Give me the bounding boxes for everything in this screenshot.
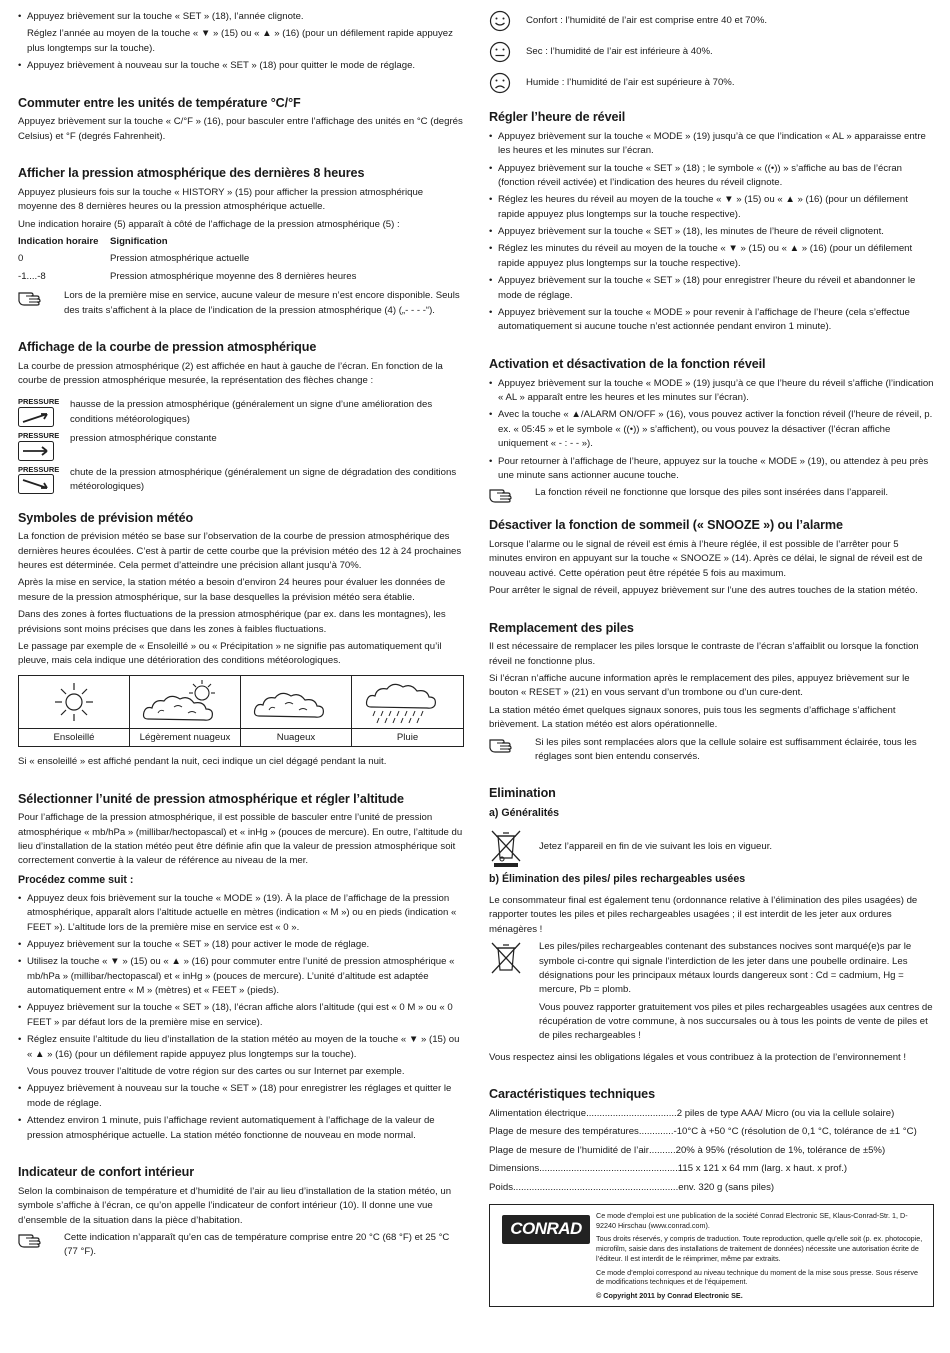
list-item: • Réglez les heures du réveil au moyen de la touche « ▼ » (15) ou « ▲ » (16) (pour un défilement rapide appuyez plus longtemps sur la touche respective).	[489, 193, 934, 222]
crossed-bin-icon	[489, 828, 523, 868]
spec-row	[489, 1125, 934, 1139]
disposal-batteries-text-3: Vous pouvez rapporter gratuitement vos piles et piles rechargeables usagées aux centres de récupération de votre commune, à nos succursales ou à tous les points de vente de piles et de piles rechargeables !	[539, 1001, 933, 1042]
weather-label: Nuageux	[276, 731, 316, 743]
pressure-label: PRESSURE	[18, 397, 60, 407]
list-item: • Pour retourner à l’affichage de l’heure, appuyez sur la touche « MODE » (19), ou attendez à peu près une minute sans actionner aucune touche.	[489, 455, 934, 484]
section-title-comfort: Indicateur de confort intérieur	[18, 1164, 195, 1179]
list-item: • Réglez les minutes du réveil au moyen de la touche « ▼ » (15) ou « ▲ » (16) (pour un défilement rapide appuyez plus longtemps sur la touche respective).	[489, 242, 934, 271]
pointing-hand-icon	[18, 289, 64, 307]
note-batteries	[489, 736, 934, 765]
disposal-sub-a: a) Généralités	[489, 807, 560, 820]
right-column	[489, 10, 934, 1307]
forecast-paragraph: Le passage par exemple de « Ensoleillé » ou « Précipitation » ne signifie pas automatiquement qu’il pleuve, mais cela indique une détérioration des conditions météorologiques.	[18, 640, 442, 667]
forecast-night-text: Si « ensoleillé » est affiché pendant la nuit, ceci indique un ciel dégagé pendant la nuit.	[18, 756, 387, 768]
spec-label: Poids	[489, 1181, 513, 1193]
list-item: • Appuyez brièvement sur la touche « SET » (18), l’année clignote.	[18, 10, 464, 24]
curve-text: La courbe de pression atmosphérique (2) est affichée en haut à gauche de l’écran. En fonction de la courbe de pression atmosphérique mesurée, la représentation des flèches change :	[18, 360, 443, 387]
spec-label: Dimensions	[489, 1163, 540, 1175]
batteries-paragraph: La station météo émet quelques signaux sonores, puis tous les segments d’affichage s’affichent brièvement. La station météo est alors opérationnelle.	[489, 704, 896, 731]
weather-cell-partly-cloudy	[130, 676, 241, 746]
spec-value: env. 320 g (sans piles)	[678, 1181, 775, 1193]
spec-label: Plage de mesure des températures	[489, 1126, 639, 1138]
sun-icon	[52, 680, 96, 724]
spec-dots: ....................................................	[539, 1163, 678, 1175]
batteries-paragraph: Si l’écran n’affiche aucune information après le remplacement des piles, appuyez brièvement sur le bouton « RESET » (21) en vous servant d’un trombone ou d’un cure-dent.	[489, 673, 910, 699]
disposal-batteries-text: Le consommateur final est également tenu (ordonnance relative à l’élimination des piles usagées) de rapporter toutes les piles et piles rechargeables usagées ; il est interdit de les jeter aux ordures ménagères !	[489, 894, 918, 935]
unit-text: Appuyez brièvement sur la touche « C/°F » (16), pour basculer entre l’affichage des unités en °C (degrés Celsius) et °F (degrés Fahrenheit).	[18, 116, 463, 142]
disposal-sub-b: b) Élimination des piles/ piles rechargeables usées	[489, 873, 746, 886]
alarm-time-steps	[489, 130, 934, 335]
list-item: • Appuyez brièvement à nouveau sur la touche « SET » (18) pour enregistrer les réglages et quitter le mode de réglage.	[18, 1082, 464, 1111]
spec-value: 2 piles de type AAA/ Micro (ou via la cellule solaire)	[676, 1107, 895, 1119]
weather-cell-cloudy	[241, 676, 352, 746]
spec-dots: .............	[638, 1126, 674, 1138]
section-title-batteries: Remplacement des piles	[489, 620, 634, 635]
spec-dots: ..................................	[586, 1107, 677, 1119]
list-item: • Appuyez brièvement sur la touche « SET » (18), l’écran affiche alors l’altitude (qui est « 0 M » ou « 0 FEET » par défaut lors de la première mise en service).	[18, 1001, 464, 1030]
pointing-hand-icon	[18, 1231, 64, 1249]
conrad-logo	[496, 1211, 596, 1301]
history-text: Appuyez plusieurs fois sur la touche « HISTORY » (15) pour afficher la pression atmosphérique moyenne des 8 dernières heures ou la pression atmosphérique actuelle.	[18, 186, 424, 213]
spec-row	[489, 1144, 934, 1158]
pointing-hand-icon	[489, 736, 535, 754]
year-steps	[18, 10, 464, 24]
pointing-hand-icon	[489, 486, 535, 504]
altitude-steps-2	[18, 1082, 464, 1143]
list-item: • Appuyez brièvement sur la touche « MODE » pour revenir à l’affichage de l’heure (cela s’effectue automatiquement si aucune touche n’est actionnée pendant environ 1 minute).	[489, 306, 934, 335]
pressure-falling-arrow-icon	[18, 474, 54, 494]
weather-cell-rain	[352, 676, 463, 746]
weather-label: Ensoleillé	[53, 731, 95, 743]
imprint-text: Tous droits réservés, y compris de traduction. Toute reproduction, quelle qu’elle soit (p. ex. photocopie, microfilm, saisie dans des installations de traitement de données) nécessite une autorisation écrite de l’éditeur. Il est interdit de le réimprimer, même par extraits.	[596, 1234, 923, 1263]
spec-value: -10°C à +50 °C (résolution de 0,1 °C, tolérance de ±1 °C)	[673, 1126, 917, 1138]
spec-label: Plage de mesure de l’humidité de l’air	[489, 1144, 649, 1156]
altitude-steps	[18, 892, 464, 1062]
list-item: • Appuyez deux fois brièvement sur la touche « MODE » (19). À la place de l’affichage de la pression atmosphérique, apparaît alors l’altitude actuelle en mètres (indication « M ») ou en pieds (indication « FEET »). L’altitude lors de la première mise en service est « 0 ».	[18, 892, 464, 935]
list-item: • Réglez ensuite l’altitude du lieu d’installation de la station météo au moyen de la touche « ▼ » (15) ou « ▲ » (16) (pour un défilement rapide appuyez plus longtemps sur la touche).	[18, 1033, 464, 1062]
spec-value: 20% à 95% (résolution de 1%, tolérance de ±5%)	[675, 1144, 886, 1156]
imprint-text: Ce mode d’emploi est une publication de la société Conrad Electronic SE, Klaus-Conrad-Str. 1, D-92240 Hirschau (www.conrad.com).	[596, 1210, 908, 1230]
imprint-box	[489, 1204, 934, 1307]
dry-text: Sec : l’humidité de l’air est inférieure à 40%.	[526, 45, 713, 57]
disposal-general	[489, 828, 934, 868]
spec-dots: ..............................................................	[513, 1181, 679, 1193]
spec-row	[489, 1107, 934, 1121]
section-title-forecast: Symboles de prévision météo	[18, 510, 194, 525]
table-header: Signification	[110, 235, 168, 247]
forecast-paragraph: Après la mise en service, la station météo a besoin d’environ 24 heures pour évaluer les données de mesure de la pression atmosphérique, sur la base desquelles la prévision météo sera établie.	[18, 577, 446, 603]
pressure-falling-row	[18, 466, 464, 495]
procedure-heading: Procédez comme suit :	[18, 873, 134, 886]
pressure-label: PRESSURE	[18, 431, 60, 441]
list-item: • Appuyez brièvement sur la touche « SET » (18) pour activer le mode de réglage.	[18, 938, 464, 952]
happy-face-icon	[489, 10, 511, 32]
note-text: Cette indication n’apparaît qu’en cas de température comprise entre 20 °C (68 °F) et 25 °C (77 °F).	[64, 1231, 450, 1258]
section-title-unit: Commuter entre les unités de température °C/°F	[18, 95, 301, 110]
list-item: • Appuyez brièvement à nouveau sur la touche « SET » (18) pour quitter le mode de réglage.	[18, 59, 464, 73]
section-title-alarm-onoff: Activation et désactivation de la fonction réveil	[489, 356, 766, 371]
altitude-hint: Vous pouvez trouver l’altitude de votre région sur des cartes ou sur Internet par exemple.	[27, 1066, 405, 1078]
pressure-label: PRESSURE	[18, 464, 60, 474]
snooze-text: Lorsque l’alarme ou le signal de réveil est émis à l’heure réglée, il est possible de l’arrêter pour 5 minutes environ en appuyant sur la touche « SNOOZE » (14). Après ce délai, le signal de réveil est de nouveau activé. Cette opération peut être répétée 5 fois au maximum.	[489, 539, 923, 579]
spec-label: Alimentation électrique	[489, 1107, 587, 1119]
table-cell: Pression atmosphérique moyenne des 8 dernières heures	[110, 270, 357, 282]
list-item: • Appuyez brièvement sur la touche « MODE » (19) jusqu’à ce que l’indication « AL » apparaisse entre les heures et les minutes sur l’écran.	[489, 130, 934, 159]
pressure-steady-arrow-icon	[18, 441, 54, 461]
sad-face-icon	[489, 72, 511, 94]
year-steps-2	[18, 59, 464, 73]
weather-label: Pluie	[396, 731, 419, 743]
section-title-specs: Caractéristiques techniques	[489, 1087, 655, 1102]
note-alarm	[489, 486, 934, 504]
table-cell: 0	[18, 253, 24, 265]
comfort-row	[489, 10, 934, 32]
pressure-falling-text: chute de la pression atmosphérique (généralement un signe de dégradation des conditions météorologiques)	[70, 466, 457, 493]
disposal-batteries-symbol	[489, 940, 934, 1047]
note-text: Lors de la première mise en service, aucune valeur de mesure n’est encore disponible. Seuls des traits s’affichent à la place de l’indication de la pression atmosphérique (4) („- - - -“).	[64, 290, 460, 316]
pressure-steady-row	[18, 432, 464, 461]
section-title-disposal: Elimination	[489, 786, 556, 801]
weather-symbols-table	[18, 675, 464, 747]
rain-icon	[363, 679, 453, 725]
comfort-text: Selon la combinaison de température et d’humidité de l’air au lieu d’installation de la station météo, un symbole s’affiche à l’écran, ce qu’on appelle l’indicateur de confort intérieur (10). Il donne une vue d’ensemble de la situation dans la pièce d’habitation.	[18, 1185, 452, 1226]
section-title-curve: Affichage de la courbe de pression atmosphérique	[18, 339, 317, 354]
disposal-general-text: Jetez l’appareil en fin de vie suivant les lois en vigueur.	[539, 841, 773, 853]
sun-cloud-icon	[140, 679, 230, 725]
comfort-text: Confort : l’humidité de l’air est comprise entre 40 et 70%.	[526, 14, 768, 26]
clouds-icon	[251, 682, 341, 722]
list-item: • Avec la touche « ▲/ALARM ON/OFF » (16), vous pouvez activer la fonction réveil (l’heure de réveil, p. ex. « 05:45 » et le symbole « ((•)) » s’affichent), ou vous pouvez la désactiver (l’écran affiche uniquement « - : - - »).	[489, 408, 934, 451]
section-title-snooze: Désactiver la fonction de sommeil (« SNOOZE ») ou l’alarme	[489, 518, 843, 533]
note-history	[18, 289, 464, 318]
imprint-text: Ce mode d’emploi correspond au niveau technique du moment de la mise sous presse. Sous réserve de modifications techniques et de l’équipement.	[596, 1267, 919, 1287]
list-item: Réglez l’année au moyen de la touche « ▼ » (15) ou « ▲ » (16) (pour un défilement rapide appuyez plus longtemps sur la touche).	[27, 28, 453, 54]
table-cell: Pression atmosphérique actuelle	[110, 253, 250, 265]
history-table	[18, 235, 464, 284]
weather-label: Légèrement nuageux	[139, 731, 231, 743]
pressure-steady-text: pression atmosphérique constante	[70, 433, 217, 445]
list-item: • Appuyez brièvement sur la touche « SET » (18), les minutes de l’heure de réveil clignotent.	[489, 225, 934, 239]
note-text: Si les piles sont remplacées alors que la cellule solaire est suffisamment éclairée, tous les réglages sont bien entendu conservés.	[535, 736, 917, 763]
list-item: • Attendez environ 1 minute, puis l’affichage revient automatiquement à l’affichage de la valeur de pression atmosphérique actuelle. La station météo fonctionne de nouveau en mode normal.	[18, 1114, 464, 1143]
neutral-face-icon	[489, 41, 511, 63]
altitude-text: Pour l’affichage de la pression atmosphérique, il est possible de basculer entre l’unité de pression atmosphérique « mb/hPa » (millibar/hectopascal) et « inHg » (pouces de mercure). En outre, l’altitude du lieu d’installation de la station météo peut être définie afin que la valeur de pression atmosphérique soit correctement convertie à la valeur de référence au niveau de la mer.	[18, 812, 463, 867]
crossed-bin-icon	[489, 940, 523, 980]
dry-row	[489, 41, 934, 63]
forecast-paragraph: Dans des zones à fortes fluctuations de la pression atmosphérique (par ex. dans les montagnes), les prévisions sont moins précises que dans les zones à faibles fluctuations.	[18, 609, 446, 635]
history-text-2: Une indication horaire (5) apparaît à côté de l’affichage de la pression atmosphérique (5) :	[18, 218, 400, 230]
disposal-batteries-text-2: Les piles/piles rechargeables contenant des substances nocives sont marqué(e)s par le symbole ci-contre qui signale l’interdiction de les jeter dans une poubelle ordinaire. Les désignations pour les principaux métaux lourds dangereux sont : Cd = cadmium, Hg = mercure, Pb = plomb.	[539, 941, 912, 996]
specs-list	[489, 1107, 934, 1195]
list-item: • Appuyez brièvement sur la touche « MODE » (19) jusqu’à ce que l’heure du réveil s’affiche (l’indication « AL » apparaît entre les heures et les minutes sur l’écran).	[489, 377, 934, 406]
spec-dots: ..........	[648, 1144, 676, 1156]
note-comfort	[18, 1231, 464, 1260]
alarm-onoff-steps	[489, 377, 934, 484]
humid-text: Humide : l’humidité de l’air est supérieure à 70%.	[526, 76, 735, 88]
list-item: • Appuyez brièvement sur la touche « SET » (18) pour enregistrer l’heure du réveil et abandonner le mode de réglage.	[489, 274, 934, 303]
weather-cell-sunny	[19, 676, 130, 746]
humid-row	[489, 72, 934, 94]
table-header: Indication horaire	[18, 235, 99, 247]
snooze-text-2: Pour arrêter le signal de réveil, appuyez brièvement sur l’une des autres touches de la station météo.	[489, 585, 918, 597]
pressure-rising-arrow-icon	[18, 407, 54, 427]
disposal-batteries-text-4: Vous respectez ainsi les obligations légales et vous contribuez à la protection de l’environnement !	[489, 1051, 907, 1063]
batteries-paragraph: Il est nécessaire de remplacer les piles lorsque le contraste de l’écran s’affaiblit ou lorsque la fonction réveil ne fonctionne plus.	[489, 641, 919, 667]
forecast-paragraph: La fonction de prévision météo se base sur l’observation de la courbe de pression atmosphérique des dernières heures écoulées. C’est à partir de cette courbe que la prévision météo des 12 à 24 prochaines heures est déterminée. Cela permet d’atteindre une précision allant jusqu’à 70%.	[18, 531, 462, 572]
table-cell: -1....-8	[18, 270, 46, 282]
spec-row	[489, 1162, 934, 1176]
section-title-history: Afficher la pression atmosphérique des dernières 8 heures	[18, 166, 365, 181]
spec-row	[489, 1181, 934, 1195]
list-item: • Utilisez la touche « ▼ » (15) ou « ▲ » (16) pour commuter entre l’unité de pression atmosphérique « mb/hPa » (millibar/hectopascal) et « inHg » (pouces de mercure). L’unité d’altitude est adaptée automatiquement entre « M » (mètres) et « FEET » (pieds).	[18, 955, 464, 998]
pressure-rising-row	[18, 398, 464, 427]
section-title-alarm-time: Régler l’heure de réveil	[489, 110, 626, 124]
spec-value: 115 x 121 x 64 mm (larg. x haut. x prof.)	[677, 1163, 848, 1175]
logo-text: CONRAD	[502, 1215, 590, 1244]
list-item: • Appuyez brièvement sur la touche « SET » (18) ; le symbole « ((•)) » s’affiche au bas de l’écran (fonction réveil activée) et l’indication des heures du réveil clignote.	[489, 162, 934, 191]
note-text: La fonction réveil ne fonctionne que lorsque des piles sont insérées dans l’appareil.	[535, 487, 889, 499]
copyright-text: © Copyright 2011 by Conrad Electronic SE.	[596, 1290, 743, 1300]
left-column	[18, 10, 464, 1263]
section-title-altitude: Sélectionner l’unité de pression atmosphérique et régler l’altitude	[18, 791, 404, 806]
pressure-rising-text: hausse de la pression atmosphérique (généralement un signe d’une amélioration des conditions météorologiques)	[70, 399, 433, 425]
